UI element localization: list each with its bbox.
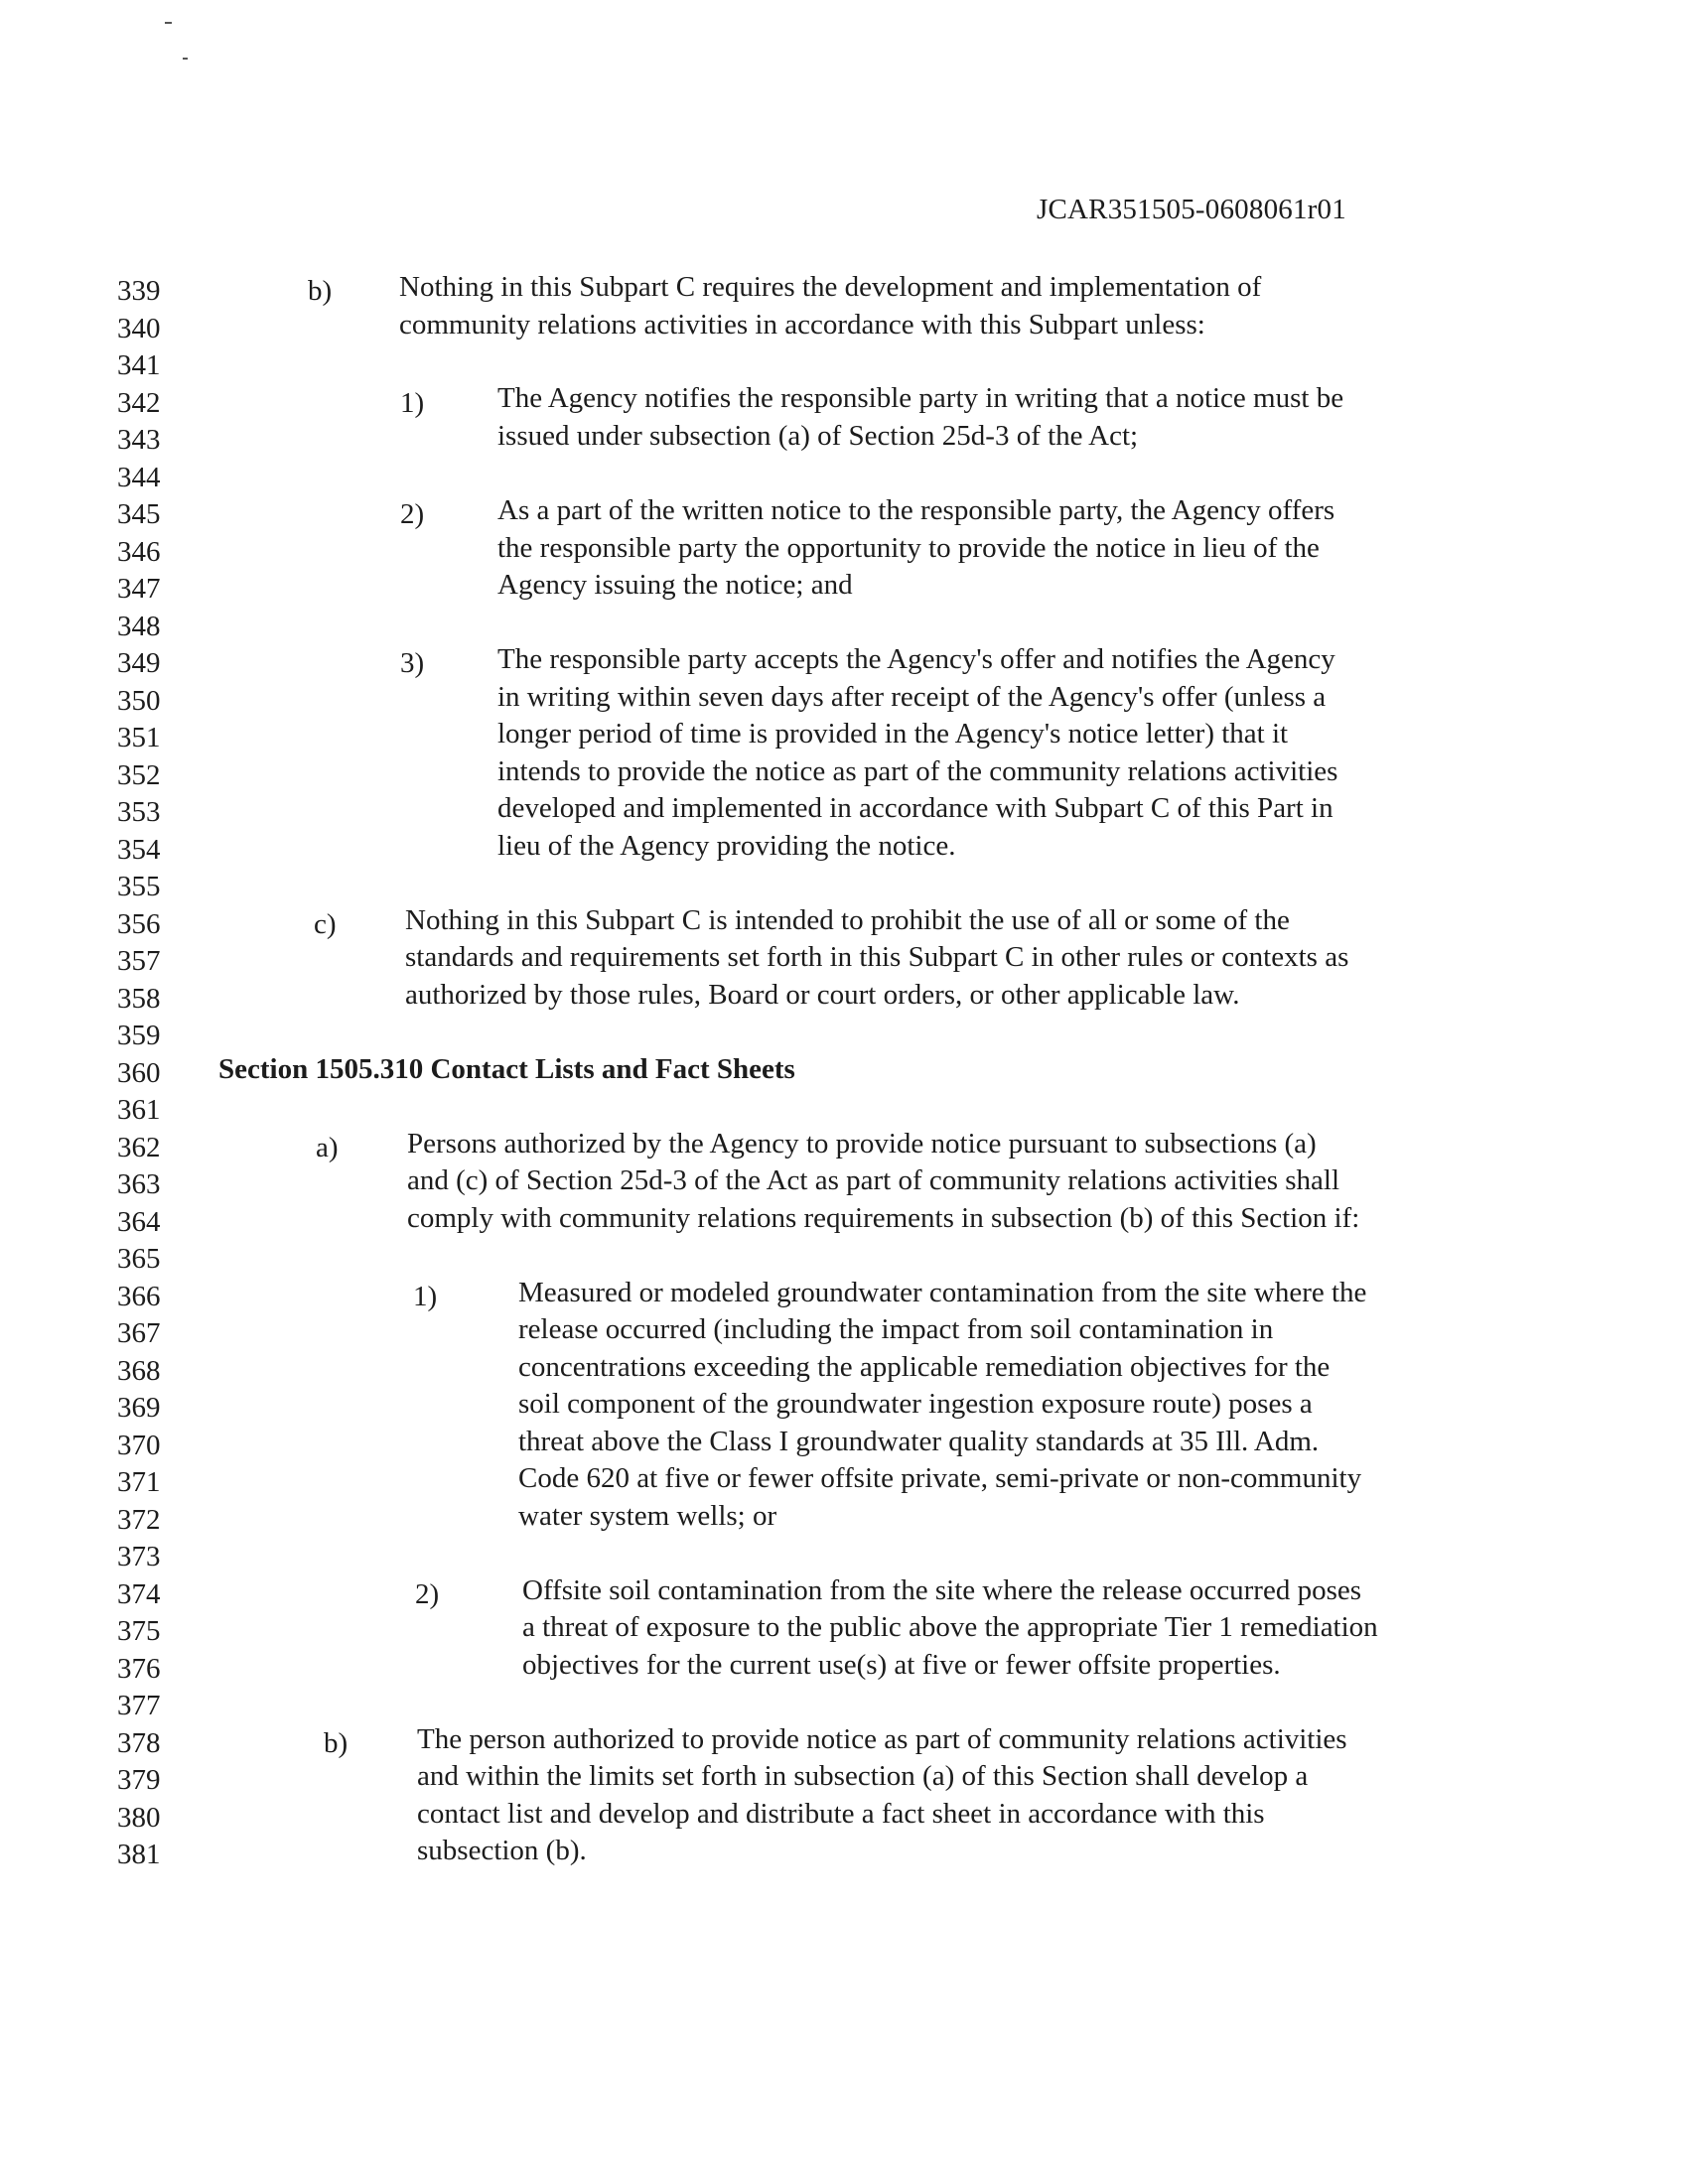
line-number: 377 [117,1690,161,1721]
body-text-line: Measured or modeled groundwater contamination from the site where the [518,1277,1367,1308]
body-text-line: soil component of the groundwater ingestion exposure route) poses a [518,1388,1313,1420]
subsection-label: a) [316,1132,339,1163]
body-text-line: developed and implemented in accordance with Subpart C of this Part in [497,792,1333,824]
line-number: 349 [117,647,161,679]
body-text-line: the responsible party the opportunity to provide the notice in lieu of the [497,532,1320,564]
line-number: 346 [117,536,161,568]
body-text-line: As a part of the written notice to the responsible party, the Agency offers [497,494,1335,526]
body-text-line: standards and requirements set forth in this Subpart C in other rules or contexts as [405,941,1349,973]
line-number: 380 [117,1802,161,1834]
scan-mark [165,22,172,24]
line-number: 342 [117,387,161,419]
line-number: 363 [117,1168,161,1200]
line-number: 341 [117,349,161,381]
line-number: 375 [117,1615,161,1647]
body-text-line: contact list and develop and distribute a fact sheet in accordance with this [417,1798,1265,1830]
line-number: 351 [117,722,161,753]
paragraph-label: 3) [400,647,425,679]
body-text-line: concentrations exceeding the applicable remediation objectives for the [518,1351,1331,1383]
body-text-line: Code 620 at five or fewer offsite private, semi-private or non-community [518,1462,1362,1494]
line-number: 370 [117,1430,161,1461]
subsection-label: b) [308,275,333,307]
line-number: 344 [117,462,161,493]
line-number: 362 [117,1132,161,1163]
line-number: 374 [117,1578,161,1610]
body-text-line: Offsite soil contamination from the site where the release occurred poses [522,1574,1362,1606]
line-number: 339 [117,275,161,307]
line-number: 350 [117,685,161,717]
paragraph-label: 2) [415,1578,440,1610]
body-text-line: release occurred (including the impact from soil contamination in [518,1313,1274,1345]
line-number: 379 [117,1764,161,1796]
body-text-line: authorized by those rules, Board or court orders, or other applicable law. [405,979,1240,1011]
line-number: 364 [117,1206,161,1238]
line-number: 354 [117,834,161,866]
line-number: 360 [117,1057,161,1089]
line-number: 366 [117,1281,161,1312]
body-text-line: Nothing in this Subpart C requires the development and implementation of [399,271,1262,303]
body-text-line: longer period of time is provided in the Agency's notice letter) that it [497,718,1289,750]
body-text-line: Nothing in this Subpart C is intended to prohibit the use of all or some of the [405,904,1290,936]
line-number: 355 [117,871,161,902]
line-number: 368 [117,1355,161,1387]
body-text-line: and within the limits set forth in subsection (a) of this Section shall develop a [417,1760,1309,1792]
body-text-line: Agency issuing the notice; and [497,569,853,601]
body-text-line: issued under subsection (a) of Section 25d-3 of the Act; [497,420,1139,452]
paragraph-label: 2) [400,498,425,530]
line-number: 340 [117,313,161,344]
document-id: JCAR351505-0608061r01 [1037,194,1346,225]
line-number: 369 [117,1392,161,1424]
line-number: 357 [117,945,161,977]
line-number: 352 [117,759,161,791]
paragraph-label: 1) [400,387,425,419]
body-text-line: water system wells; or [518,1500,777,1532]
line-number: 373 [117,1541,161,1572]
line-number: 356 [117,908,161,940]
line-number: 359 [117,1020,161,1051]
line-number: 378 [117,1727,161,1759]
body-text-line: Persons authorized by the Agency to provide notice pursuant to subsections (a) [407,1128,1317,1160]
line-number: 347 [117,573,161,605]
body-text-line: intends to provide the notice as part of the community relations activities [497,755,1338,787]
line-number: 367 [117,1317,161,1349]
line-number: 353 [117,796,161,828]
body-text-line: threat above the Class I groundwater quality standards at 35 Ill. Adm. [518,1426,1320,1457]
body-text-line: The person authorized to provide notice as part of community relations activities [417,1723,1347,1755]
subsection-label: c) [314,908,337,940]
line-number: 381 [117,1839,161,1870]
line-number: 371 [117,1466,161,1498]
line-number: 345 [117,498,161,530]
line-number: 361 [117,1094,161,1126]
line-number: 358 [117,983,161,1015]
body-text-line: The Agency notifies the responsible party in writing that a notice must be [497,382,1344,414]
body-text-line: community relations activities in accordance with this Subpart unless: [399,309,1205,341]
paragraph-label: 1) [413,1281,438,1312]
body-text-line: and (c) of Section 25d-3 of the Act as part of community relations activities shall [407,1164,1340,1196]
line-number: 343 [117,424,161,456]
line-number: 376 [117,1653,161,1685]
section-heading: Section 1505.310 Contact Lists and Fact Sheets [218,1053,795,1085]
body-text-line: objectives for the current use(s) at five or fewer offsite properties. [522,1649,1281,1681]
body-text-line: in writing within seven days after receipt of the Agency's offer (unless a [497,681,1327,713]
subsection-label: b) [324,1727,349,1759]
scan-mark [183,58,188,60]
body-text-line: The responsible party accepts the Agency's offer and notifies the Agency [497,643,1335,675]
body-text-line: comply with community relations requirements in subsection (b) of this Section if: [407,1202,1360,1234]
body-text-line: subsection (b). [417,1835,587,1866]
body-text-line: lieu of the Agency providing the notice. [497,830,956,862]
line-number: 348 [117,611,161,642]
line-number: 372 [117,1504,161,1536]
body-text-line: a threat of exposure to the public above the appropriate Tier 1 remediation [522,1611,1378,1643]
line-number: 365 [117,1243,161,1275]
